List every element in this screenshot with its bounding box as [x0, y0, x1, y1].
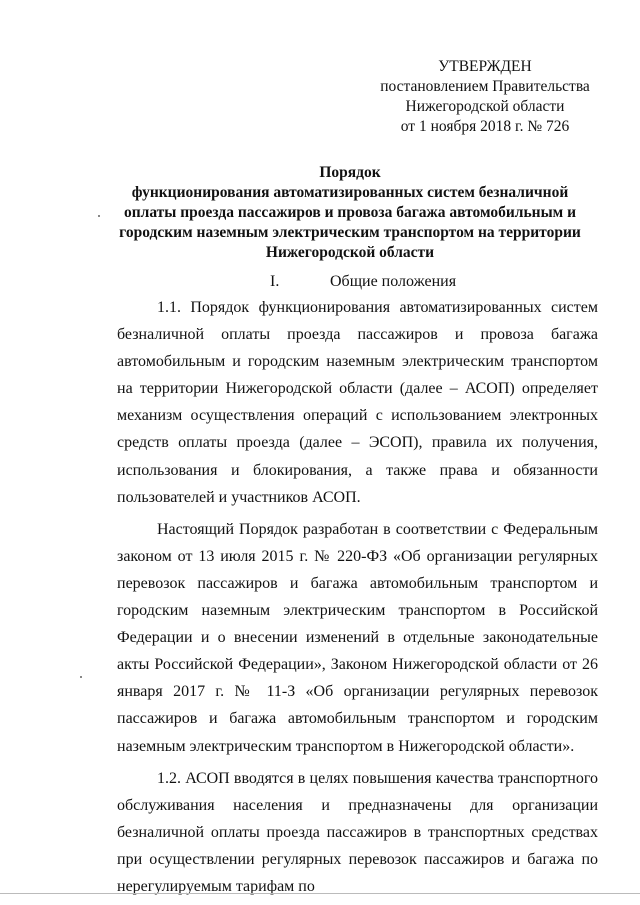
approval-status: УТВЕРЖДЕН	[438, 58, 532, 75]
approval-stamp	[360, 57, 610, 137]
title-line: оплаты проезда пассажиров и провоза багажа автомобильным и	[123, 204, 577, 221]
section-heading	[0, 272, 640, 292]
page-bottom-edge	[0, 893, 640, 894]
document-body	[117, 294, 598, 905]
section-number: I.	[270, 273, 280, 290]
title-line: Нижегородской области	[265, 244, 435, 261]
title-line: Порядок	[319, 164, 381, 181]
approval-authority: постановлением Правительства	[380, 78, 590, 95]
scan-speck	[98, 215, 100, 217]
title-line: функционирования автоматизированных систем безналичной	[131, 184, 569, 201]
approval-date: от 1 ноября 2018 г. № 726	[400, 118, 570, 135]
title-line: городским наземным электрическим транспортом на территории	[119, 224, 581, 241]
scan-speck	[80, 676, 82, 678]
section-title: Общие положения	[330, 273, 457, 290]
document-title	[100, 163, 600, 263]
paragraph: 1.2. АСОП вводятся в целях повышения качества транспортного обслуживания населения и предназначены для организации безналичной оплаты проезда пассажиров в транспортных средствах при осуществлении регулярных перевозок пассажиров и багажа по нерегулируемым тарифам по	[117, 769, 598, 895]
approval-region: Нижегородской области	[405, 98, 565, 115]
paragraph: Настоящий Порядок разработан в соответствии с Федеральным законом от 13 июля 2015 г. № 220-ФЗ «Об организации регулярных перевозок пассажиров и багажа автомобильным транспортом и городским наземным электрическим транспортом в Российской Федерации и о внесении изменений в отдельные законодательные акты Российской Федерации», Законом Нижегородской области от 26 января 2017 г. № 11-З «Об организации регулярных перевозок пассажиров и багажа автомобильным транспортом и городским наземным электрическим транспортом в Нижегородской области».	[117, 520, 598, 755]
paragraph: 1.1. Порядок функционирования автоматизированных систем безналичной оплаты проезда пассажиров и провоза багажа автомобильным и городским наземным электрическим транспортом на территории Нижегородской области (далее – АСОП) определяет механизм осуществления операций с использованием электронных средств оплаты проезда (далее – ЭСОП), правила их получения, использования и блокирования, а также права и обязанности пользователей и участников АСОП.	[117, 299, 598, 506]
